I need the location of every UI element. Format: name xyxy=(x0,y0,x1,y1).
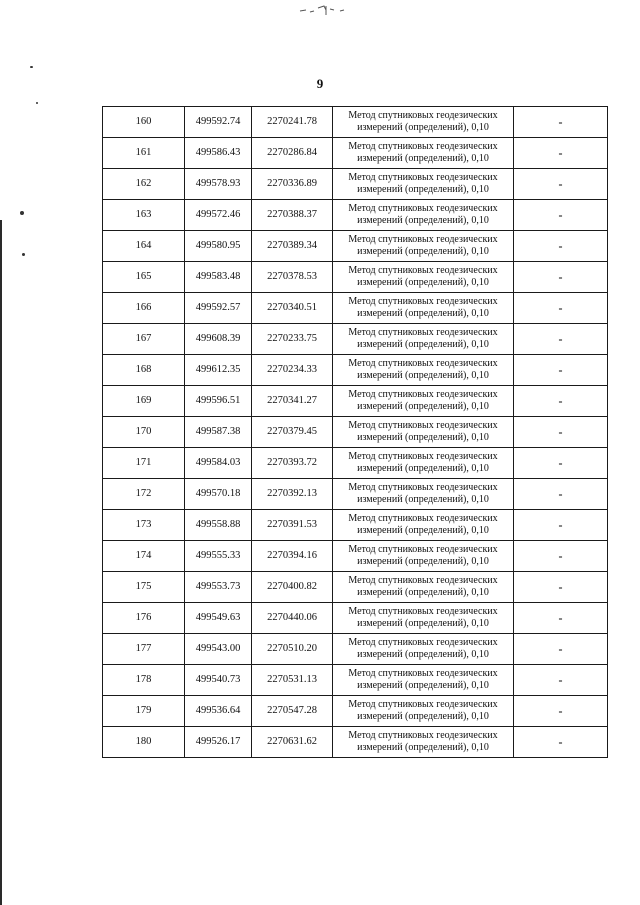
coordinate-x-cell: 499572.46 xyxy=(185,200,252,231)
point-number-cell: 164 xyxy=(103,231,185,262)
point-number-cell: 175 xyxy=(103,572,185,603)
table-row xyxy=(103,293,608,324)
description-cell: - xyxy=(514,386,608,417)
page-number: 9 xyxy=(316,76,324,91)
point-number-cell: 174 xyxy=(103,541,185,572)
coordinate-x-cell: 499592.74 xyxy=(185,107,252,138)
table-row xyxy=(103,634,608,665)
table-row xyxy=(103,448,608,479)
description-cell: - xyxy=(514,262,608,293)
method-cell: Метод спутниковых геодезических измерений (определений), 0,10 xyxy=(333,417,514,448)
coordinate-y-cell: 2270400.82 xyxy=(252,572,333,603)
coordinate-x-cell: 499570.18 xyxy=(185,479,252,510)
description-cell: - xyxy=(514,572,608,603)
point-number-cell: 178 xyxy=(103,665,185,696)
description-cell: - xyxy=(514,696,608,727)
point-number-cell: 177 xyxy=(103,634,185,665)
scan-smudge xyxy=(296,2,350,16)
point-number-cell: 160 xyxy=(103,107,185,138)
description-cell: - xyxy=(514,510,608,541)
coordinate-x-cell: 499608.39 xyxy=(185,324,252,355)
coordinate-x-cell: 499596.51 xyxy=(185,386,252,417)
table-row xyxy=(103,572,608,603)
point-number-cell: 162 xyxy=(103,169,185,200)
coordinate-y-cell: 2270286.84 xyxy=(252,138,333,169)
description-cell: - xyxy=(514,293,608,324)
table-row xyxy=(103,200,608,231)
coordinate-y-cell: 2270340.51 xyxy=(252,293,333,324)
table-row xyxy=(103,727,608,758)
table-row xyxy=(103,324,608,355)
coordinate-y-cell: 2270440.06 xyxy=(252,603,333,634)
method-cell: Метод спутниковых геодезических измерений (определений), 0,10 xyxy=(333,479,514,510)
point-number-cell: 176 xyxy=(103,603,185,634)
coordinate-y-cell: 2270631.62 xyxy=(252,727,333,758)
description-cell: - xyxy=(514,479,608,510)
description-cell: - xyxy=(514,634,608,665)
method-cell: Метод спутниковых геодезических измерений (определений), 0,10 xyxy=(333,696,514,727)
point-number-cell: 165 xyxy=(103,262,185,293)
method-cell: Метод спутниковых геодезических измерений (определений), 0,10 xyxy=(333,262,514,293)
description-cell: - xyxy=(514,138,608,169)
coordinate-y-cell: 2270531.13 xyxy=(252,665,333,696)
method-cell: Метод спутниковых геодезических измерений (определений), 0,10 xyxy=(333,293,514,324)
scan-dot xyxy=(22,253,25,256)
coordinate-x-cell: 499583.48 xyxy=(185,262,252,293)
coordinates-table-body xyxy=(103,107,608,758)
point-number-cell: 173 xyxy=(103,510,185,541)
table-row xyxy=(103,665,608,696)
coordinate-x-cell: 499586.43 xyxy=(185,138,252,169)
table-row xyxy=(103,107,608,138)
coordinate-y-cell: 2270392.13 xyxy=(252,479,333,510)
method-cell: Метод спутниковых геодезических измерений (определений), 0,10 xyxy=(333,107,514,138)
coordinate-x-cell: 499540.73 xyxy=(185,665,252,696)
coordinate-y-cell: 2270394.16 xyxy=(252,541,333,572)
coordinate-x-cell: 499553.73 xyxy=(185,572,252,603)
method-cell: Метод спутниковых геодезических измерений (определений), 0,10 xyxy=(333,231,514,262)
coordinate-x-cell: 499592.57 xyxy=(185,293,252,324)
scan-dot xyxy=(30,66,33,68)
coordinates-table xyxy=(102,106,608,758)
description-cell: - xyxy=(514,355,608,386)
coordinate-x-cell: 499549.63 xyxy=(185,603,252,634)
coordinate-x-cell: 499555.33 xyxy=(185,541,252,572)
scan-dot xyxy=(20,211,24,215)
coordinate-x-cell: 499536.64 xyxy=(185,696,252,727)
coordinate-y-cell: 2270378.53 xyxy=(252,262,333,293)
method-cell: Метод спутниковых геодезических измерений (определений), 0,10 xyxy=(333,355,514,386)
description-cell: - xyxy=(514,665,608,696)
description-cell: - xyxy=(514,107,608,138)
coordinate-y-cell: 2270389.34 xyxy=(252,231,333,262)
coordinate-x-cell: 499580.95 xyxy=(185,231,252,262)
method-cell: Метод спутниковых геодезических измерений (определений), 0,10 xyxy=(333,572,514,603)
method-cell: Метод спутниковых геодезических измерений (определений), 0,10 xyxy=(333,665,514,696)
description-cell: - xyxy=(514,169,608,200)
description-cell: - xyxy=(514,727,608,758)
point-number-cell: 161 xyxy=(103,138,185,169)
point-number-cell: 169 xyxy=(103,386,185,417)
method-cell: Метод спутниковых геодезических измерений (определений), 0,10 xyxy=(333,169,514,200)
coordinate-y-cell: 2270391.53 xyxy=(252,510,333,541)
table-row xyxy=(103,169,608,200)
coordinate-y-cell: 2270510.20 xyxy=(252,634,333,665)
method-cell: Метод спутниковых геодезических измерений (определений), 0,10 xyxy=(333,386,514,417)
table-row xyxy=(103,231,608,262)
description-cell: - xyxy=(514,603,608,634)
coordinate-x-cell: 499578.93 xyxy=(185,169,252,200)
coordinate-x-cell: 499587.38 xyxy=(185,417,252,448)
method-cell: Метод спутниковых геодезических измерений (определений), 0,10 xyxy=(333,634,514,665)
table-row xyxy=(103,355,608,386)
coordinate-x-cell: 499612.35 xyxy=(185,355,252,386)
description-cell: - xyxy=(514,448,608,479)
method-cell: Метод спутниковых геодезических измерений (определений), 0,10 xyxy=(333,138,514,169)
coordinate-y-cell: 2270393.72 xyxy=(252,448,333,479)
point-number-cell: 168 xyxy=(103,355,185,386)
point-number-cell: 167 xyxy=(103,324,185,355)
point-number-cell: 163 xyxy=(103,200,185,231)
method-cell: Метод спутниковых геодезических измерений (определений), 0,10 xyxy=(333,510,514,541)
coordinate-y-cell: 2270388.37 xyxy=(252,200,333,231)
point-number-cell: 166 xyxy=(103,293,185,324)
point-number-cell: 171 xyxy=(103,448,185,479)
table-row xyxy=(103,417,608,448)
point-number-cell: 170 xyxy=(103,417,185,448)
method-cell: Метод спутниковых геодезических измерений (определений), 0,10 xyxy=(333,603,514,634)
table-row xyxy=(103,510,608,541)
table-row xyxy=(103,541,608,572)
table-row xyxy=(103,138,608,169)
description-cell: - xyxy=(514,324,608,355)
coordinate-y-cell: 2270379.45 xyxy=(252,417,333,448)
coordinate-y-cell: 2270241.78 xyxy=(252,107,333,138)
coordinate-x-cell: 499584.03 xyxy=(185,448,252,479)
scan-edge-shadow xyxy=(0,220,2,905)
description-cell: - xyxy=(514,417,608,448)
scan-dot xyxy=(36,102,38,104)
coordinate-y-cell: 2270336.89 xyxy=(252,169,333,200)
table-row xyxy=(103,262,608,293)
coordinate-x-cell: 499543.00 xyxy=(185,634,252,665)
coordinate-x-cell: 499558.88 xyxy=(185,510,252,541)
method-cell: Метод спутниковых геодезических измерений (определений), 0,10 xyxy=(333,200,514,231)
coordinate-x-cell: 499526.17 xyxy=(185,727,252,758)
point-number-cell: 180 xyxy=(103,727,185,758)
coordinate-y-cell: 2270341.27 xyxy=(252,386,333,417)
description-cell: - xyxy=(514,200,608,231)
coordinate-y-cell: 2270233.75 xyxy=(252,324,333,355)
coordinate-y-cell: 2270547.28 xyxy=(252,696,333,727)
method-cell: Метод спутниковых геодезических измерений (определений), 0,10 xyxy=(333,324,514,355)
point-number-cell: 179 xyxy=(103,696,185,727)
method-cell: Метод спутниковых геодезических измерений (определений), 0,10 xyxy=(333,448,514,479)
table-row xyxy=(103,696,608,727)
method-cell: Метод спутниковых геодезических измерений (определений), 0,10 xyxy=(333,541,514,572)
table-row xyxy=(103,386,608,417)
description-cell: - xyxy=(514,541,608,572)
coordinate-y-cell: 2270234.33 xyxy=(252,355,333,386)
table-row xyxy=(103,603,608,634)
point-number-cell: 172 xyxy=(103,479,185,510)
description-cell: - xyxy=(514,231,608,262)
table-row xyxy=(103,479,608,510)
method-cell: Метод спутниковых геодезических измерений (определений), 0,10 xyxy=(333,727,514,758)
